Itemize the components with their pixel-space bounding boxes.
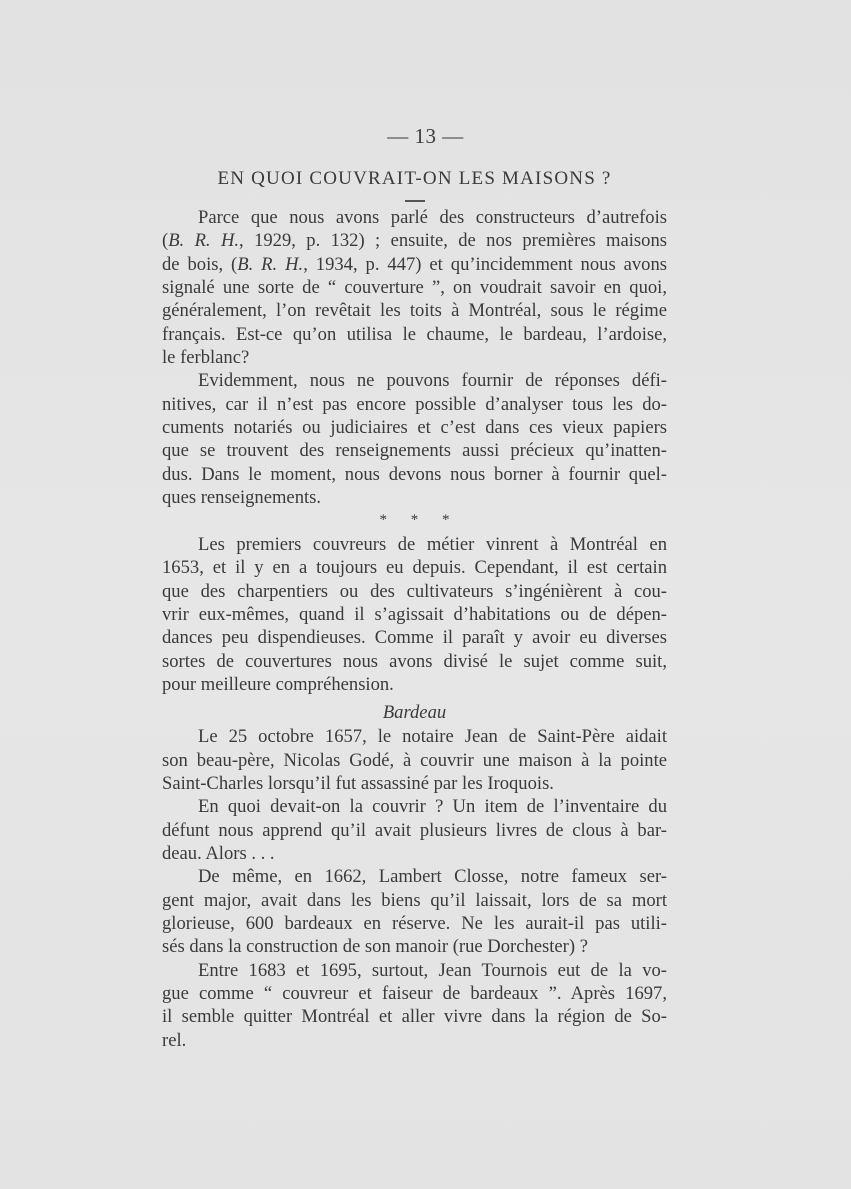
body-text	[162, 206, 667, 1052]
text-line: pour meilleure compréhension.	[162, 673, 394, 695]
chapter-title: EN QUOI COUVRAIT-ON LES MAISONS ?	[217, 168, 612, 189]
text-line: vrir eux-mêmes, quand il s’agissait d’habitations ou de dépen-	[162, 603, 667, 625]
text-line: (B. R. H., 1929, p. 132) ; ensuite, de nos premières maisons	[162, 230, 668, 252]
text-line: Le 25 octobre 1657, le notaire Jean de Saint-Père aidait	[198, 726, 667, 748]
paragraph-evidemment	[162, 369, 667, 509]
text-line: de bois, (B. R. H., 1934, p. 447) et qu’incidemment nous avons	[162, 253, 667, 275]
section-separator: * * *	[379, 512, 460, 529]
paragraph-couvreurs	[162, 533, 667, 696]
text-line: De même, en 1662, Lambert Closse, notre fameux ser-	[198, 866, 667, 888]
paragraph-intro	[162, 206, 667, 369]
text-line: gue comme “ couvreur et faiseur de bardeaux ”. Après 1697,	[162, 983, 667, 1004]
text-line: gent major, avait dans les biens qu’il laissait, lors de sa mort	[162, 889, 667, 911]
title-rule	[405, 200, 425, 202]
text-line: Parce que nous avons parlé des constructeurs d’autrefois	[198, 207, 667, 228]
text-line: généralement, l’on revêtait les toits à Montréal, sous le régime	[162, 300, 667, 322]
text-line: nitives, car il n’est pas encore possible d’analyser tous les do-	[162, 393, 667, 415]
paragraph-tournois	[162, 959, 667, 1052]
text-line: Saint-Charles lorsqu’il fut assassiné par les Iroquois.	[162, 772, 554, 794]
text-line: rel.	[162, 1029, 187, 1051]
paragraph-inventaire	[162, 795, 667, 865]
page-number: — 13 —	[387, 124, 464, 148]
text-line: défunt nous apprend qu’il avait plusieurs livres de clous à bar-	[162, 819, 667, 841]
paragraph-saint-pere	[162, 725, 667, 795]
text-line: sortes de couvertures nous avons divisé le sujet comme suit,	[162, 650, 667, 672]
text-line: sés dans la construction de son manoir (rue Dorchester) ?	[162, 936, 588, 958]
text-line: dances peu dispendieuses. Comme il paraît y avoir eu diverses	[162, 627, 667, 649]
text-line: que se trouvent des renseignements aussi précieux qu’inatten-	[162, 440, 667, 462]
text-line: son beau-père, Nicolas Godé, à couvrir une maison à la pointe	[162, 749, 667, 771]
text-line: deau. Alors . . .	[162, 842, 275, 864]
section-heading: Bardeau	[382, 702, 447, 724]
text-line: Entre 1683 et 1695, surtout, Jean Tournois eut de la vo-	[198, 959, 667, 981]
text-line: ques renseignements.	[162, 487, 322, 509]
text-line: cuments notariés ou judiciaires et c’est dans ces vieux papiers	[162, 417, 667, 439]
text-line: que des charpentiers ou des cultivateurs s’ingénièrent à cou-	[162, 580, 667, 602]
text-line: Les premiers couvreurs de métier vinrent à Montréal en	[198, 533, 667, 555]
text-line: En quoi devait-on la couvrir ? Un item de l’inventaire du	[198, 796, 667, 818]
text-line: il semble quitter Montréal et aller vivre dans la région de So-	[162, 1006, 667, 1028]
text-line: 1653, et il y en a toujours eu depuis. Cependant, il est certain	[162, 557, 667, 579]
citation-abbreviation: B. R. H.	[237, 253, 304, 275]
text-line: dus. Dans le moment, nous devons nous borner à fournir quel-	[162, 463, 667, 485]
paragraph-closse	[162, 865, 667, 958]
text-line: français. Est-ce qu’on utilisa le chaume, le bardeau, l’ardoise,	[162, 323, 667, 345]
citation-abbreviation: B. R. H.	[168, 230, 240, 252]
text-line: signalé une sorte de “ couverture ”, on voudrait savoir en quoi,	[162, 277, 667, 299]
text-line: glorieuse, 600 bardeaux en réserve. Ne les aurait-il pas utili-	[162, 912, 667, 934]
text-line: Evidemment, nous ne pouvons fournir de réponses défi-	[198, 370, 667, 392]
text-line: le ferblanc?	[162, 347, 250, 369]
